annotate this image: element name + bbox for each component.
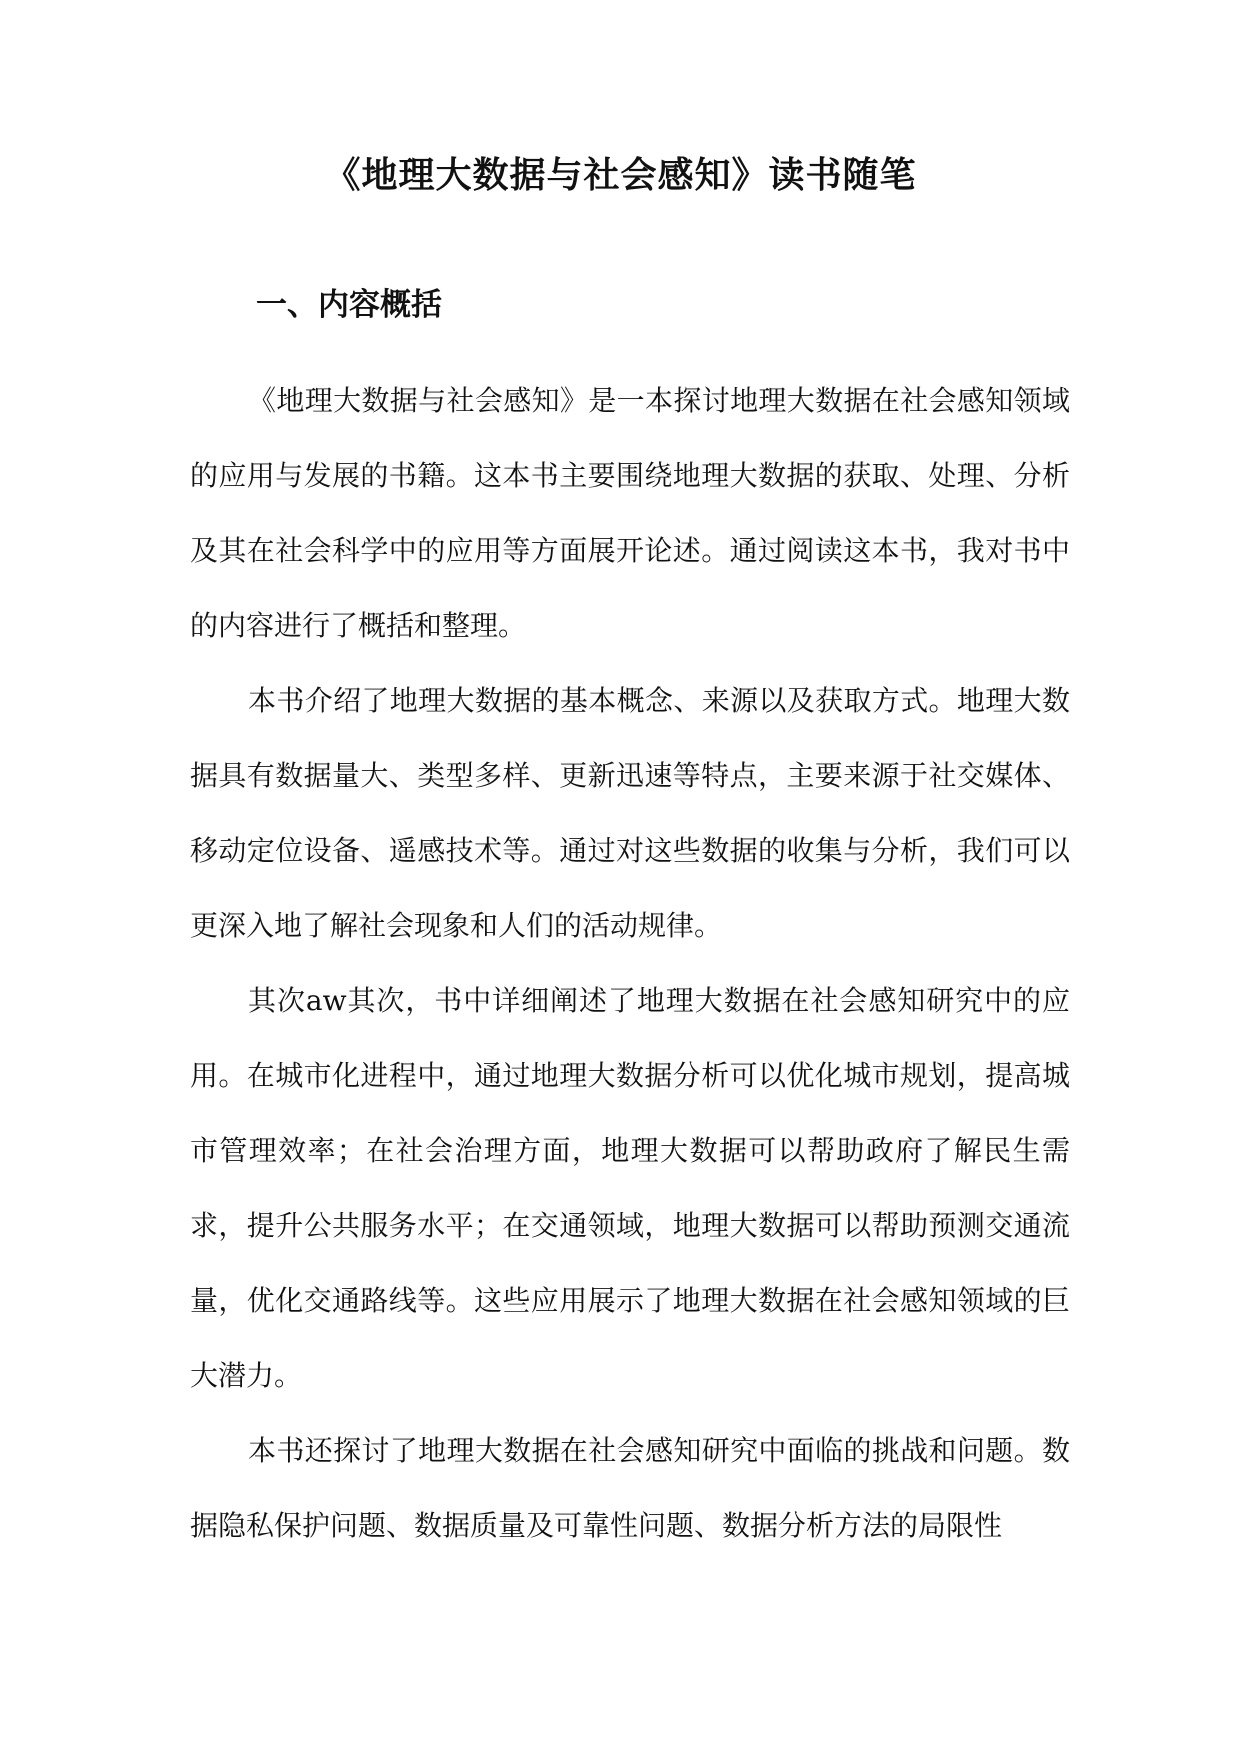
paragraph: 其次aw其次，书中详细阐述了地理大数据在社会感知研究中的应用。在城市化进程中，通过地理大数据分析可以优化城市规划，提高城市管理效率；在社会治理方面，地理大数据可以帮助政府了解民生需求，提升公共服务水平；在交通领域，地理大数据可以帮助预测交通流量，优化交通路线等。这些应用展示了地理大数据在社会感知领域的巨大潜力。 [190, 984, 1070, 1392]
body-text [190, 363, 1070, 1563]
paragraph: 本书介绍了地理大数据的基本概念、来源以及获取方式。地理大数据具有数据量大、类型多样、更新迅速等特点，主要来源于社交媒体、移动定位设备、遥感技术等。通过对这些数据的收集与分析，我们可以更深入地了解社会现象和人们的活动规律。 [190, 684, 1070, 942]
section-heading: 一、内容概括 [256, 287, 442, 323]
paragraph: 《地理大数据与社会感知》是一本探讨地理大数据在社会感知领域的应用与发展的书籍。这本书主要围绕地理大数据的获取、处理、分析及其在社会科学中的应用等方面展开论述。通过阅读这本书，我对书中的内容进行了概括和整理。 [190, 384, 1070, 642]
paragraph: 本书还探讨了地理大数据在社会感知研究中面临的挑战和问题。数据隐私保护问题、数据质量及可靠性问题、数据分析方法的局限性 [190, 1434, 1070, 1542]
page-title: 《地理大数据与社会感知》读书随笔 [324, 154, 917, 196]
